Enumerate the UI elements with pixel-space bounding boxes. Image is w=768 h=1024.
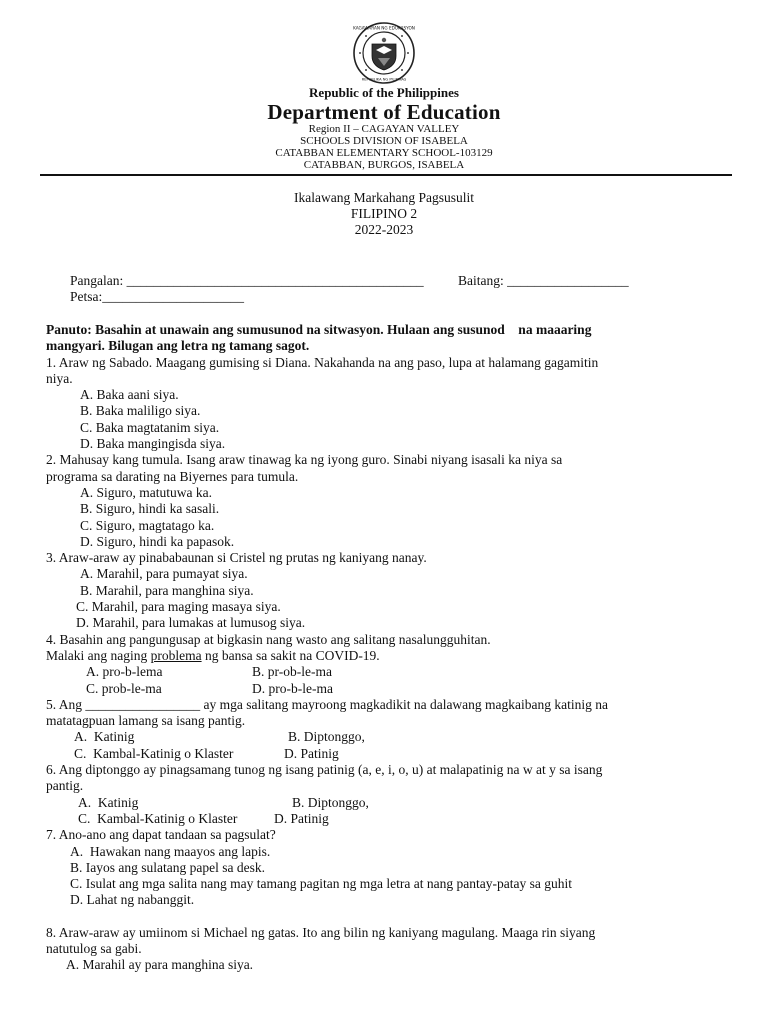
question-1-text-cont: niya. [46, 370, 73, 386]
q3-option-b[interactable]: B. Marahil, para manghina siya. [80, 582, 254, 598]
q4-option-a[interactable]: A. pro-b-lema [86, 664, 163, 680]
question-6-text-cont: pantig. [46, 778, 84, 794]
seal-text-bottom: REPUBLIKA NG PILIPINAS [361, 77, 407, 82]
q1-option-d[interactable]: D. Baka mangingisda siya. [80, 436, 226, 452]
question-2-text-cont: programa sa darating na Biyernes para tumula. [46, 468, 299, 484]
question-7-text: 7. Ano-ano ang dapat tandaan sa pagsulat? [46, 827, 276, 843]
q7-option-d[interactable]: D. Lahat ng nabanggit. [70, 892, 195, 908]
region-line: Region II – CAGAYAN VALLEY [308, 123, 460, 135]
q4-option-b[interactable]: B. pr-ob-le-ma [252, 664, 332, 680]
question-4-sentence [46, 648, 726, 664]
q4-options-row-2 [46, 681, 726, 697]
question-4-text: 4. Basahin ang pangungusap at bigkasin nang wasto ang salitang nasalungguhitan. [46, 631, 491, 647]
q1-option-b[interactable]: B. Baka maliligo siya. [80, 403, 201, 419]
name-field[interactable]: Pangalan: ____________________________________________ [70, 273, 424, 288]
question-1-text: 1. Araw ng Sabado. Maagang gumising si Diana. Nakahanda na ang paso, lupa at halamang gagamitin [46, 354, 599, 370]
question-8-text-cont: natutulog sa gabi. [46, 940, 142, 956]
q2-option-a[interactable]: A. Siguro, matutuwa ka. [80, 484, 212, 500]
seal-text-top: KAGAWARAN NG EDUKASYON [353, 25, 415, 31]
q5-options-row-1 [46, 729, 726, 745]
deped-seal-icon [348, 22, 420, 84]
q6-options-row-1 [46, 795, 726, 811]
q1-option-a[interactable]: A. Baka aani siya. [80, 387, 179, 403]
instructions-line-1: Panuto: Basahin at unawain ang sumusunod na sitwasyon. Hulaan ang susunod na maaaring [46, 322, 592, 337]
q4-option-d[interactable]: D. pro-b-le-ma [252, 680, 333, 696]
q7-option-c[interactable]: C. Isulat ang mga salita nang may tamang pagitan ng mga letra at nang pantay-patay sa guhit [70, 876, 572, 892]
q4-sentence-pre: Malaki ang naging [46, 647, 151, 663]
q2-option-b[interactable]: B. Siguro, hindi ka sasali. [80, 501, 220, 517]
exam-year: 2022-2023 [354, 222, 414, 237]
q7-option-b[interactable]: B. Iayos ang sulatang papel sa desk. [70, 859, 265, 875]
q4-underlined-word: problema [150, 647, 202, 663]
spacer [46, 909, 726, 925]
school-line: CATABBAN ELEMENTARY SCHOOL-103129 [275, 147, 493, 159]
q5-option-d[interactable]: D. Patinig [284, 745, 339, 761]
header-details [0, 123, 768, 171]
q6-option-c[interactable]: C. Kambal-Katinig o Klaster [78, 810, 238, 826]
date-field[interactable]: Petsa:_____________________ [70, 289, 244, 304]
question-2-text: 2. Mahusay kang tumula. Isang araw tinawag ka ng iyong guro. Sinabi niyang isasali ka niya sa [46, 452, 563, 468]
exam-title: Ikalawang Markahang Pagsusulit [294, 190, 474, 205]
q6-options-row-2 [46, 811, 726, 827]
q5-options-row-2 [46, 746, 726, 762]
test-content [46, 322, 726, 974]
exam-title-block [0, 190, 768, 238]
q8-option-a[interactable]: A. Marahil ay para manghina siya. [66, 957, 254, 973]
q2-option-c[interactable]: C. Siguro, magtatago ka. [80, 517, 215, 533]
question-5-text: 5. Ang _________________ ay mga salitang mayroong magkadikit na dalawang magkaibang katinig na [46, 696, 609, 712]
q5-option-c[interactable]: C. Kambal-Katinig o Klaster [74, 745, 234, 761]
q4-sentence-post: ng bansa sa sakit na COVID-19. [201, 647, 380, 663]
q6-option-d[interactable]: D. Patinig [274, 810, 329, 826]
question-3-text: 3. Araw-araw ay pinababaunan si Cristel ng prutas ng kaniyang nanay. [46, 550, 427, 566]
q6-option-a[interactable]: A. Katinig [78, 794, 139, 810]
header-divider [40, 174, 732, 176]
republic-heading: Republic of the Philippines [309, 85, 459, 100]
exam-subject: FILIPINO 2 [350, 206, 418, 221]
q7-option-a[interactable]: A. Hawakan nang maayos ang lapis. [70, 843, 271, 859]
grade-field[interactable]: Baitang: __________________ [458, 273, 629, 288]
question-8-text: 8. Araw-araw ay umiinom si Michael ng gatas. Ito ang bilin ng kaniyang magulang. Maaga rin siyang [46, 924, 596, 940]
q5-option-b[interactable]: B. Diptonggo, [288, 729, 365, 745]
q2-option-d[interactable]: D. Siguro, hindi ka papasok. [80, 533, 235, 549]
q3-option-d[interactable]: D. Marahil, para lumakas at lumusog siya. [76, 615, 306, 631]
q3-option-a[interactable]: A. Marahil, para pumayat siya. [80, 566, 248, 582]
division-line: SCHOOLS DIVISION OF ISABELA [300, 135, 468, 147]
question-6-text: 6. Ang diptonggo ay pinagsamang tunog ng isang patinig (a, e, i, o, u) at malapatinig na w at y sa isang [46, 762, 603, 778]
q4-option-c[interactable]: C. prob-le-ma [86, 680, 162, 696]
instructions-line-2: mangyari. Bilugan ang letra ng tamang sagot. [46, 338, 310, 354]
question-5-text-cont: matatagpuan lamang sa isang pantig. [46, 713, 246, 729]
q5-option-a[interactable]: A. Katinig [74, 729, 135, 745]
department-heading: Department of Education [267, 100, 501, 124]
q3-option-c[interactable]: C. Marahil, para maging masaya siya. [76, 599, 281, 615]
q4-options-row-1 [46, 664, 726, 680]
address-line: CATABBAN, BURGOS, ISABELA [303, 159, 465, 171]
q1-option-c[interactable]: C. Baka magtatanim siya. [80, 419, 220, 435]
q6-option-b[interactable]: B. Diptonggo, [292, 794, 369, 810]
